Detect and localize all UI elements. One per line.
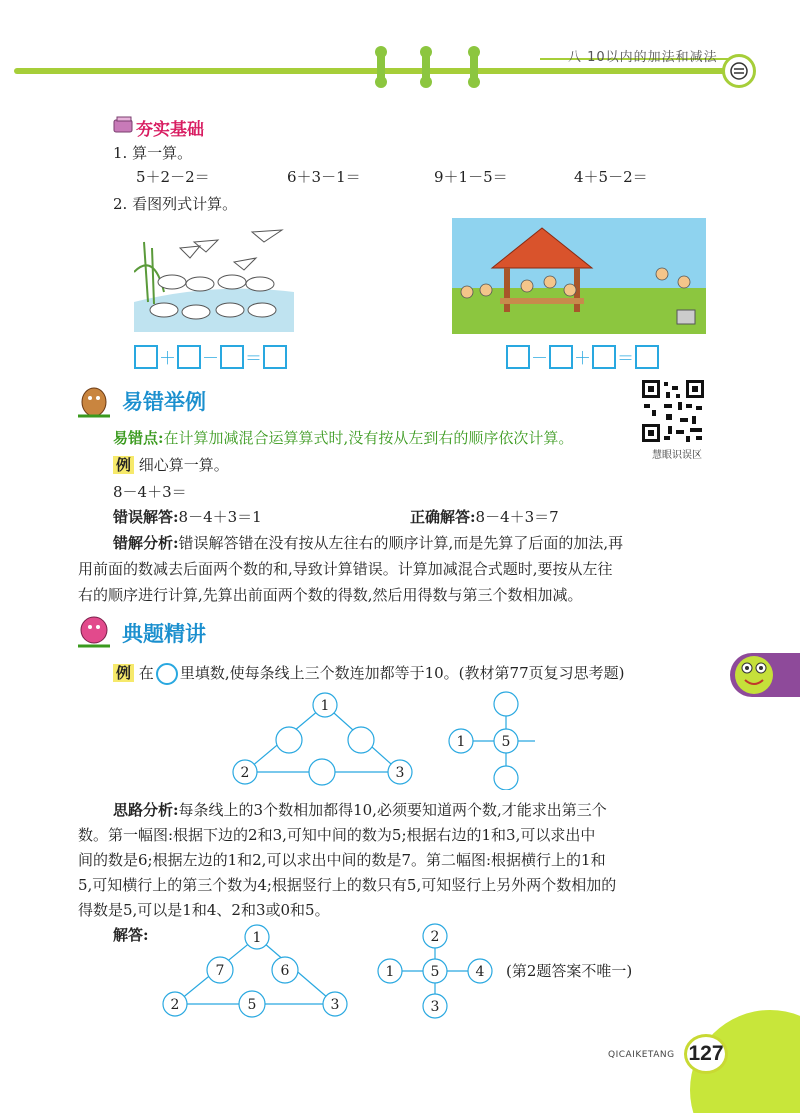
analysis-line-2: 用前面的数减去后面两个数的和,导致计算错误。计算加减混合式题时,要按从左往 xyxy=(78,560,613,578)
example-expression: 8－4＋3＝ xyxy=(113,483,187,501)
answer-box[interactable] xyxy=(220,345,244,369)
analysis-label: 错解分析: xyxy=(113,534,179,552)
answer-box[interactable] xyxy=(592,345,616,369)
idea-line-3: 间的数是6;根据左边的1和2,可以求出中间的数是7。第二幅图:根据横行上的1和 xyxy=(78,851,606,869)
tri-left-value: 2 xyxy=(240,765,250,781)
ans-cross-bottom: 3 xyxy=(430,999,440,1015)
right-answer xyxy=(410,503,559,531)
ans-tri-top: 1 xyxy=(252,930,262,946)
equals-sign: ＝ xyxy=(617,349,634,369)
error-point-text: 在计算加减混合运算算式时,没有按从左到右的顺序依次计算。 xyxy=(163,429,574,447)
idea-label: 思路分析: xyxy=(113,801,179,819)
page-number: 127 xyxy=(684,1034,728,1074)
answer-label: 解答: xyxy=(113,926,149,944)
ans-cross-center: 5 xyxy=(430,964,440,980)
tri-right-value: 3 xyxy=(395,765,405,781)
answer-diagrams xyxy=(160,922,500,1022)
tri-top-value: 1 xyxy=(320,698,330,714)
example-tag: 例 xyxy=(113,456,134,474)
chapter-badge-icon xyxy=(722,54,756,88)
example-tag: 例 xyxy=(113,664,134,682)
answer-box[interactable] xyxy=(635,345,659,369)
idea-line-2: 数。第一幅图:根据下边的2和3,可知中间的数为5;根据右边的1和3,可以求出中 xyxy=(78,826,596,844)
answer-box[interactable] xyxy=(549,345,573,369)
wrong-answer xyxy=(113,503,262,531)
basic-section-title: 夯实基础 xyxy=(136,120,204,140)
blank-circle xyxy=(156,663,178,685)
right-answer-label: 正确解答: xyxy=(410,508,476,526)
example-section-icon xyxy=(74,612,114,652)
basic-section-icon xyxy=(113,116,135,138)
plus-sign: ＋ xyxy=(159,349,176,369)
pavilion-children-illustration xyxy=(452,218,706,334)
question-1-label: 1. 算一算。 xyxy=(113,144,193,162)
error-point-label: 易错点: xyxy=(113,429,164,447)
idea-line-5: 得数是5,可以是1和4、2和3或0和5。 xyxy=(78,901,330,919)
analysis-line-3: 右的顺序进行计算,先算出前面两个数的得数,然后用得数与第三个数相加减。 xyxy=(78,586,583,604)
ans-cross-right: 4 xyxy=(475,964,485,980)
ans-tri-bottom-left: 2 xyxy=(170,997,180,1013)
right-answer-text: 8－4＋3＝7 xyxy=(475,508,559,526)
idea-line-4: 5,可知横行上的第三个数为4;根据竖行上的数只有5,可知竖行上另外两个数相加的 xyxy=(78,876,617,894)
minus-sign: － xyxy=(531,349,548,369)
example-prompt xyxy=(113,659,624,687)
minus-sign: － xyxy=(202,349,219,369)
equation-left xyxy=(134,344,287,369)
q1-item-2: 6＋3－1＝ xyxy=(287,168,361,186)
error-point xyxy=(113,424,573,452)
ans-tri-bottom-middle: 5 xyxy=(247,997,257,1013)
chapter-title: 八 10以内的加法和减法 xyxy=(568,50,718,65)
question-2-label: 2. 看图列式计算。 xyxy=(113,195,238,213)
ans-tri-bottom-right: 3 xyxy=(330,997,340,1013)
q1-item-3: 9＋1－5＝ xyxy=(434,168,508,186)
problem-diagrams xyxy=(225,690,535,790)
answer-note: (第2题答案不唯一) xyxy=(506,962,633,980)
errors-section-title: 易错举例 xyxy=(122,390,206,414)
cross-left-value: 1 xyxy=(456,734,466,750)
idea-line-1 xyxy=(113,796,607,824)
example-section-title: 典题精讲 xyxy=(122,622,206,646)
header-peg xyxy=(470,52,478,82)
answer-box[interactable] xyxy=(263,345,287,369)
ans-cross-left: 1 xyxy=(385,964,395,980)
errors-section-icon xyxy=(74,382,114,422)
example-post: 里填数,使每条线上三个数连加都等于10。(教材第77页复习思考题) xyxy=(179,664,625,682)
qr-code-icon[interactable] xyxy=(640,378,706,444)
header-peg xyxy=(422,52,430,82)
example-instruction: 细心算一算。 xyxy=(138,456,229,474)
answer-box[interactable] xyxy=(177,345,201,369)
q1-item-1: 5＋2－2＝ xyxy=(136,168,210,186)
error-example xyxy=(113,451,229,479)
equals-sign: ＝ xyxy=(245,349,262,369)
answer-box[interactable] xyxy=(506,345,530,369)
answer-box[interactable] xyxy=(134,345,158,369)
frog-icon xyxy=(735,656,773,694)
q1-item-4: 4＋5－2＝ xyxy=(574,168,648,186)
analysis-line-1 xyxy=(113,529,623,557)
idea-text: 每条线上的3个数相加都得10,必须要知道两个数,才能求出第三个 xyxy=(178,801,607,819)
ans-tri-middle-right: 6 xyxy=(280,963,290,979)
ans-cross-top: 2 xyxy=(430,929,440,945)
header-peg xyxy=(377,52,385,82)
example-pre: 在 xyxy=(138,664,154,682)
analysis-text: 错误解答错在没有按从左往右的顺序计算,而是先算了后面的加法,再 xyxy=(178,534,624,552)
footer-brand: QICAIKETANG xyxy=(608,1050,675,1060)
geese-pond-illustration xyxy=(134,222,294,332)
ans-tri-middle-left: 7 xyxy=(215,963,225,979)
equation-right xyxy=(506,344,659,369)
wrong-answer-label: 错误解答: xyxy=(113,508,179,526)
qr-caption: 慧眼识误区 xyxy=(652,450,702,461)
cross-center-value: 5 xyxy=(501,734,511,750)
wrong-answer-text: 8－4＋3＝1 xyxy=(178,508,262,526)
plus-sign: ＋ xyxy=(574,349,591,369)
